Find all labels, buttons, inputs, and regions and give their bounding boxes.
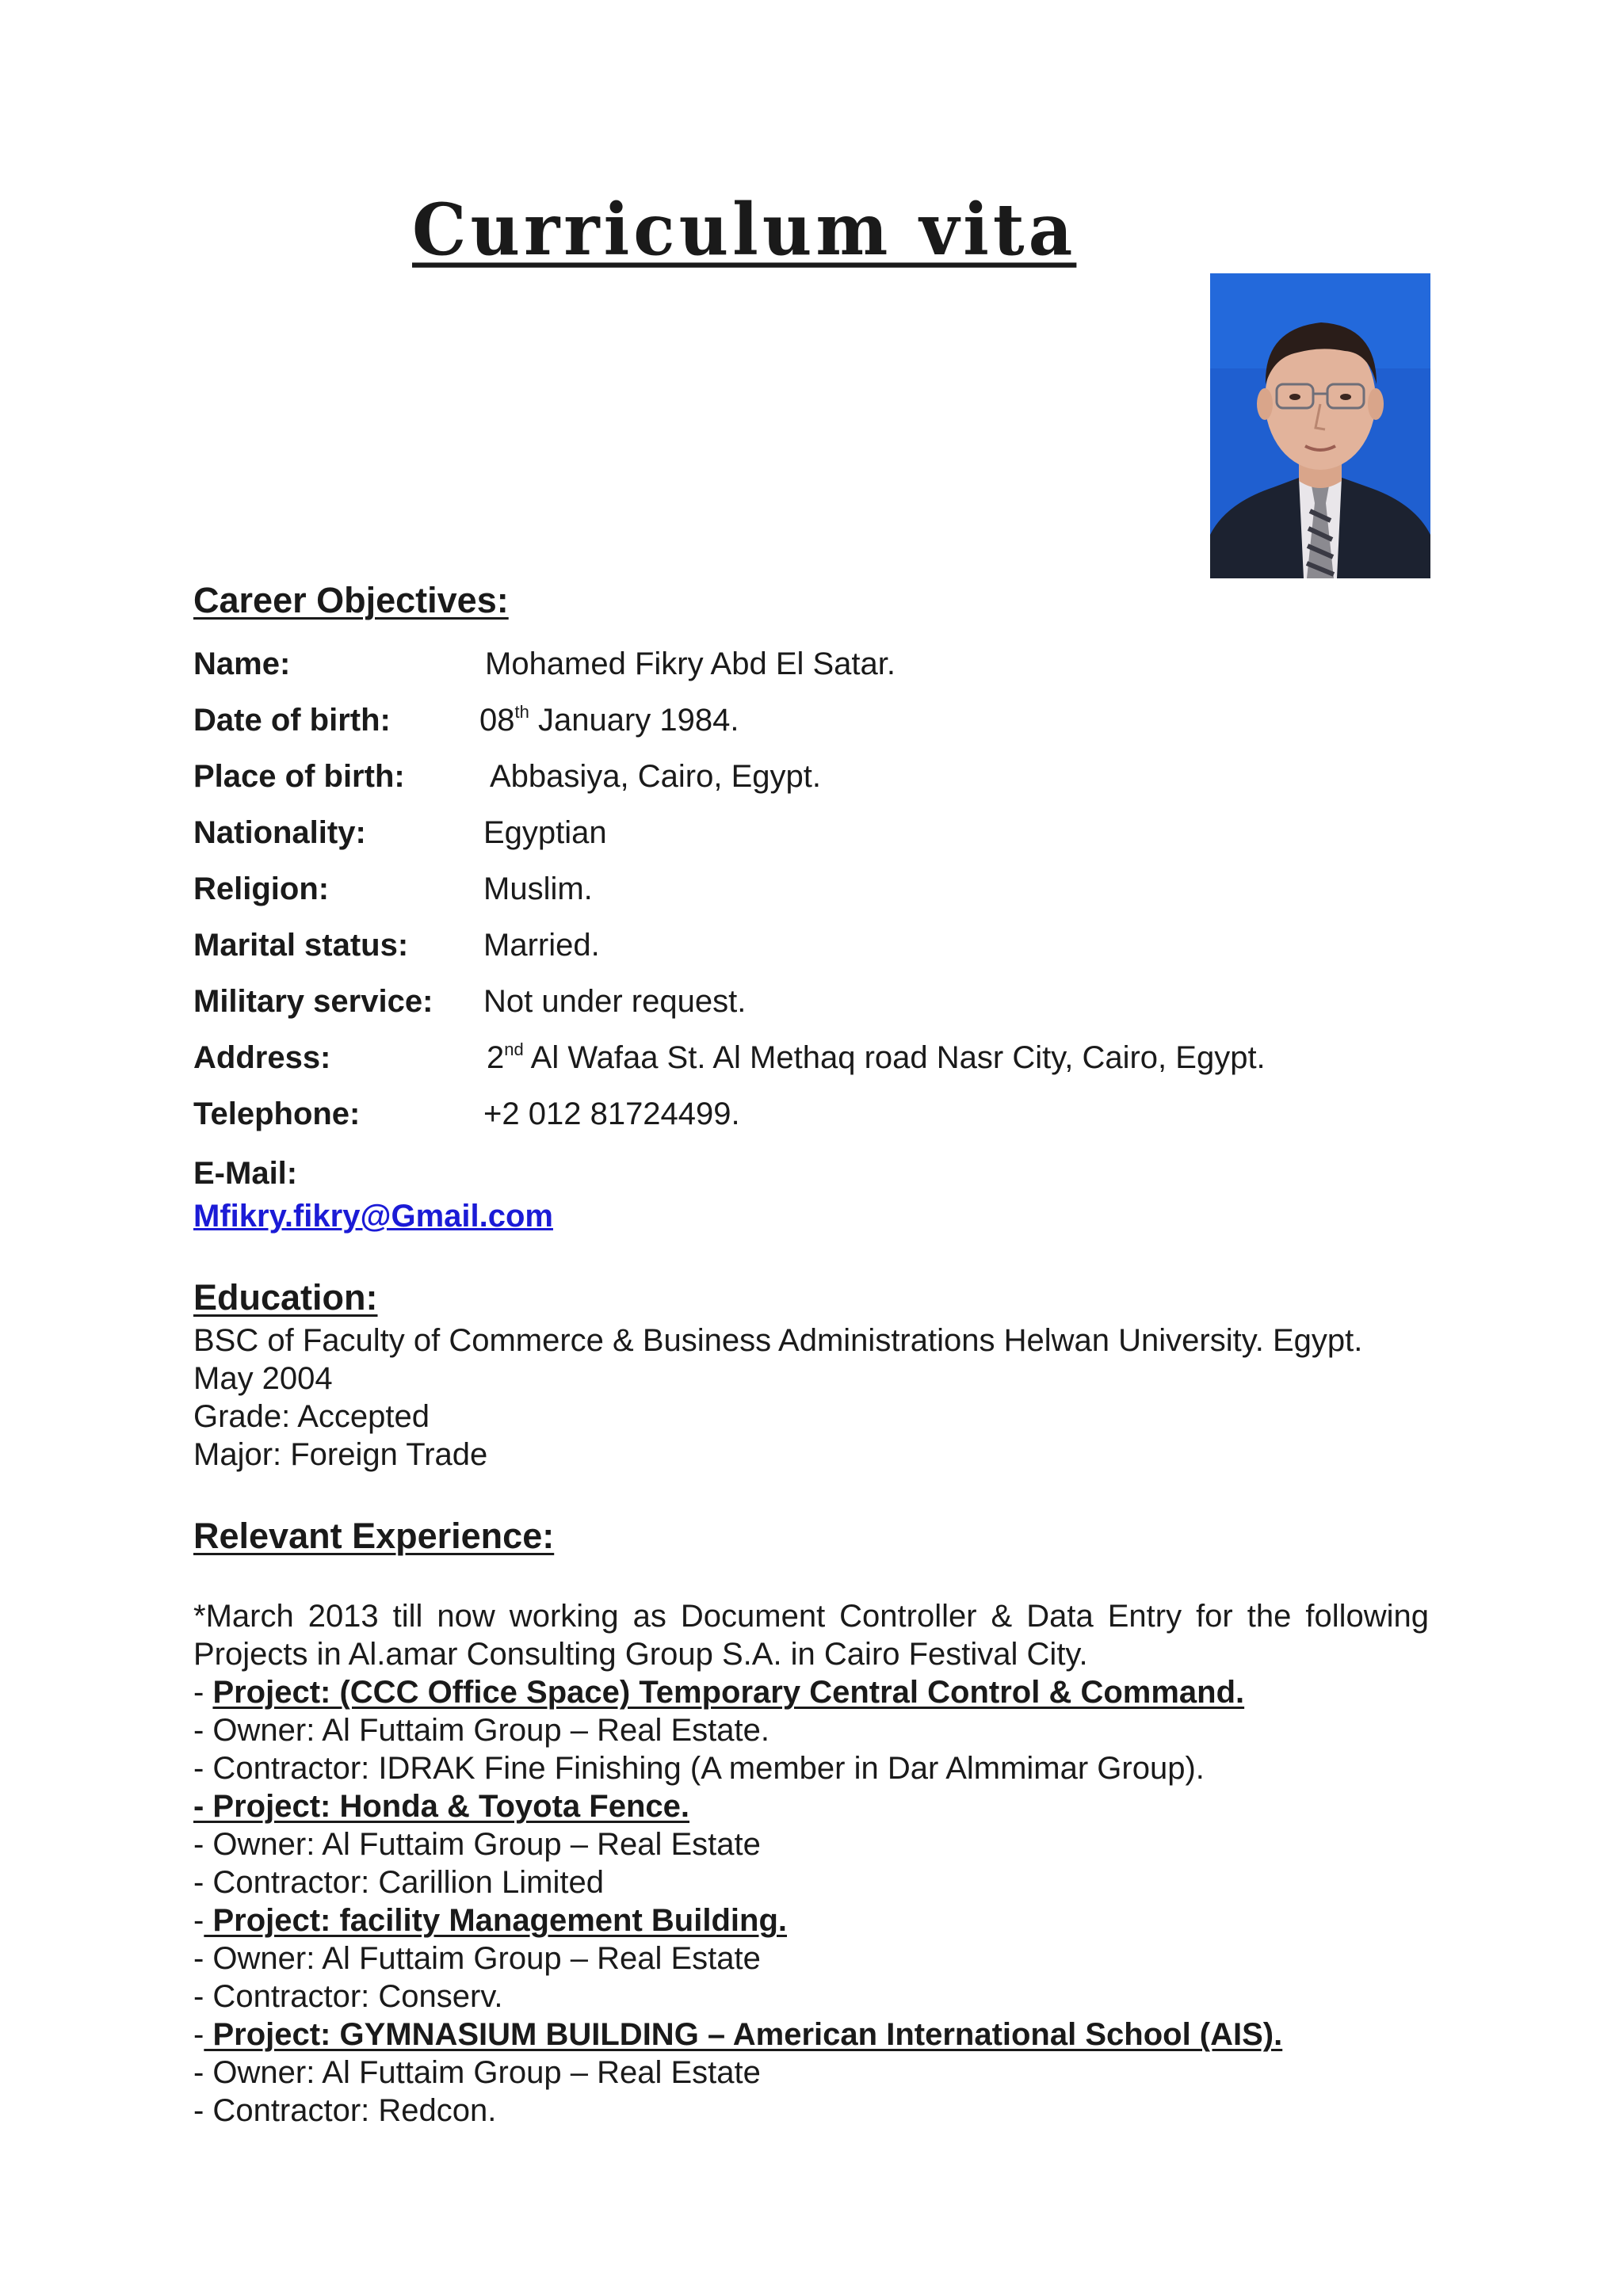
education-heading: Education: <box>193 1277 378 1318</box>
telephone-value: +2 012 81724499. <box>483 1097 740 1131</box>
experience-intro-line: Projects in Al.amar Consulting Group S.A. in Cairo Festival City. <box>193 1637 1088 1672</box>
portrait-image <box>1210 273 1430 578</box>
dob-value <box>479 698 739 742</box>
address-number: 2 <box>487 1040 505 1075</box>
project-contractor: - Contractor: Conserv. <box>193 1979 503 2014</box>
address-suffix: nd <box>504 1039 524 1059</box>
marital-label: Marital status: <box>193 928 409 963</box>
marital-value: Married. <box>483 928 600 963</box>
religion-label: Religion: <box>193 871 330 906</box>
project-owner: - Owner: Al Futtaim Group – Real Estate <box>193 1941 761 1976</box>
project-title-line <box>193 1787 1429 1825</box>
nationality-value: Egyptian <box>483 815 607 850</box>
project-prefix: - <box>193 1675 213 1710</box>
project-owner: - Owner: Al Futtaim Group – Real Estate <box>193 1827 761 1862</box>
education-line: Major: Foreign Trade <box>193 1437 488 1472</box>
email-link[interactable]: Mfikry.fikry@Gmail.com <box>193 1199 553 1234</box>
project-prefix: - <box>193 1903 204 1938</box>
profile-photo <box>1210 273 1430 578</box>
dob-suffix: th <box>514 702 529 722</box>
project-owner: - Owner: Al Futtaim Group – Real Estate. <box>193 1713 769 1748</box>
project-title: Project: GYMNASIUM BUILDING – American International School (AIS). <box>204 2017 1283 2052</box>
project-title-line <box>193 1901 1429 1939</box>
project-owner: - Owner: Al Futtaim Group – Real Estate <box>193 2055 761 2090</box>
name-label: Name: <box>193 646 291 681</box>
document-title: Curriculum vita <box>412 187 1077 272</box>
dob-day: 08 <box>479 703 515 738</box>
dob-label: Date of birth: <box>193 703 391 738</box>
project-title: Project: (CCC Office Space) Temporary Central Control & Command. <box>212 1675 1245 1710</box>
project-contractor: - Contractor: Redcon. <box>193 2093 497 2128</box>
religion-value: Muslim. <box>483 871 593 906</box>
email-label: E-Mail: <box>193 1156 298 1191</box>
relevant-experience-heading: Relevant Experience: <box>193 1516 555 1556</box>
experience-details <box>193 1597 1429 2130</box>
pob-value: Abbasiya, Cairo, Egypt. <box>490 759 821 794</box>
address-label: Address: <box>193 1040 331 1075</box>
dob-rest: January 1984. <box>529 703 739 738</box>
address-value <box>487 1035 1266 1080</box>
military-value: Not under request. <box>483 984 747 1019</box>
career-objectives-heading: Career Objectives: <box>193 580 509 620</box>
education-line: May 2004 <box>193 1361 333 1396</box>
project-contractor: - Contractor: IDRAK Fine Finishing (A member in Dar Almmimar Group). <box>193 1751 1205 1786</box>
education-details <box>193 1322 1430 1474</box>
project-prefix: - <box>193 2017 204 2052</box>
name-value: Mohamed Fikry Abd El Satar. <box>485 646 896 681</box>
experience-intro-line: *March 2013 till now working as Document Controller & Data Entry for the following <box>193 1599 1429 1634</box>
telephone-label: Telephone: <box>193 1097 361 1131</box>
address-rest: Al Wafaa St. Al Methaq road Nasr City, Cairo, Egypt. <box>523 1040 1266 1075</box>
project-title-line <box>193 1673 1429 1711</box>
project-title-line <box>193 2016 1429 2054</box>
project-contractor: - Contractor: Carillion Limited <box>193 1865 604 1900</box>
nationality-label: Nationality: <box>193 815 366 850</box>
project-title: - Project: Honda & Toyota Fence. <box>193 1789 689 1824</box>
education-line: BSC of Faculty of Commerce & Business Administrations Helwan University. Egypt. <box>193 1323 1363 1358</box>
military-label: Military service: <box>193 984 433 1019</box>
education-line: Grade: Accepted <box>193 1399 430 1434</box>
project-title: Project: facility Management Building. <box>204 1903 787 1938</box>
pob-label: Place of birth: <box>193 759 405 794</box>
